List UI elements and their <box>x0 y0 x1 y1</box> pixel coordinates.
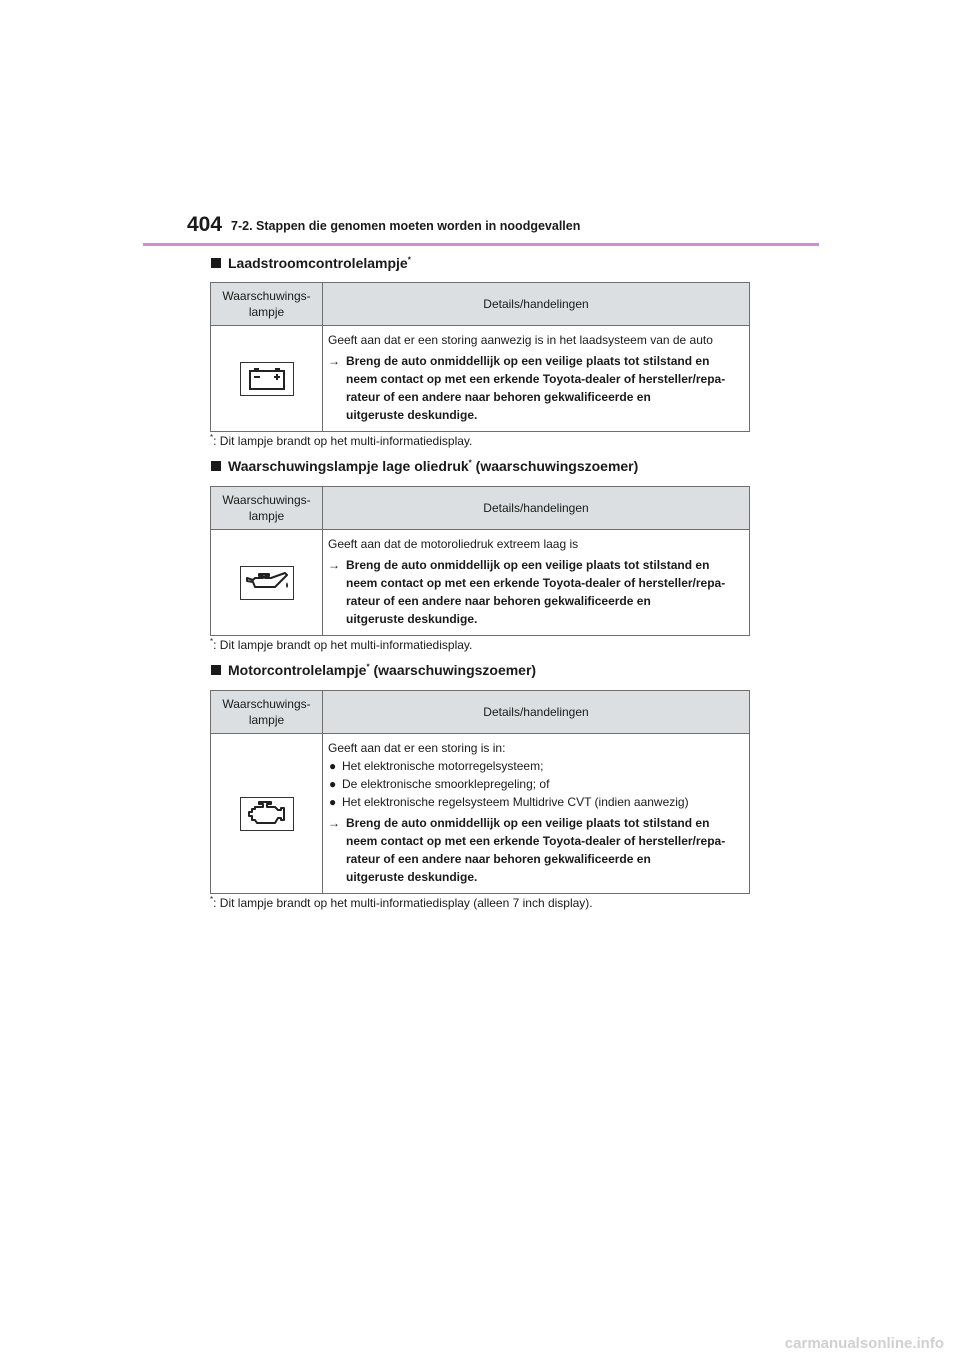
col-header-details: Details/handelingen <box>323 283 750 326</box>
engine-icon <box>240 797 294 831</box>
details-cell <box>323 734 750 894</box>
table-header-row <box>211 283 750 326</box>
square-bullet-icon <box>211 258 221 268</box>
section-title: Motorcontrolelampje* (waarschuwingszoemer) <box>211 662 536 678</box>
col-header-lamp: Waarschuwings- lampje <box>211 691 323 734</box>
details-cell <box>323 326 750 432</box>
footnote: *: Dit lampje brandt op het multi-informatiedisplay (alleen 7 inch display). <box>210 895 593 910</box>
list-item: ● Het elektronische regelsysteem Multidrive CVT (indien aanwezig) <box>329 795 689 809</box>
table-row <box>211 326 750 432</box>
icon-cell <box>211 326 323 432</box>
icon-cell <box>211 734 323 894</box>
section-title: Laadstroomcontrolelampje* <box>211 255 411 271</box>
table-row <box>211 530 750 636</box>
action-text: → Breng de auto onmiddellijk op een veilige plaats tot stilstand en neem contact op met een erkende Toyota-dealer of hersteller/repa- rateur of een andere naar behoren gekwalificeerde en uitgeruste deskundige. <box>328 558 726 626</box>
col-header-lamp: Waarschuwings- lampje <box>211 283 323 326</box>
chapter-title: 7-2. Stappen die genomen moeten worden in noodgevallen <box>231 219 581 233</box>
table-header-row <box>211 691 750 734</box>
col-header-details: Details/handelingen <box>323 487 750 530</box>
warning-table <box>210 486 750 636</box>
battery-icon <box>240 362 294 396</box>
icon-cell <box>211 530 323 636</box>
details-cell <box>323 530 750 636</box>
table-header-row <box>211 487 750 530</box>
warning-table <box>210 282 750 432</box>
description: Geeft aan dat de motoroliedruk extreem laag is <box>328 537 579 551</box>
watermark: carmanualsonline.info <box>784 1335 944 1352</box>
footnote: *: Dit lampje brandt op het multi-informatiedisplay. <box>210 433 473 448</box>
warning-table <box>210 690 750 894</box>
list-item: ● De elektronische smoorklepregeling; of <box>329 777 550 791</box>
col-header-lamp: Waarschuwings- lampje <box>211 487 323 530</box>
footnote: *: Dit lampje brandt op het multi-informatiedisplay. <box>210 637 473 652</box>
table-row <box>211 734 750 894</box>
list-item: ● Het elektronische motorregelsysteem; <box>329 759 544 773</box>
description: Geeft aan dat er een storing aanwezig is in het laadsysteem van de auto <box>328 333 713 347</box>
action-text: → Breng de auto onmiddellijk op een veilige plaats tot stilstand en neem contact op met een erkende Toyota-dealer of hersteller/repa- rateur of een andere naar behoren gekwalificeerde en uitgeruste deskundige. <box>328 816 726 884</box>
action-text: → Breng de auto onmiddellijk op een veilige plaats tot stilstand en neem contact op met een erkende Toyota-dealer of hersteller/repa- rateur of een andere naar behoren gekwalificeerde en uitgeruste deskundige. <box>328 354 726 422</box>
col-header-details: Details/handelingen <box>323 691 750 734</box>
square-bullet-icon <box>211 665 221 675</box>
header-rule <box>143 243 819 246</box>
section-title: Waarschuwingslampje lage oliedruk* (waarschuwingszoemer) <box>211 458 638 474</box>
oil-can-icon <box>240 566 294 600</box>
description: Geeft aan dat er een storing is in: <box>328 741 506 755</box>
page-number: 404 <box>187 213 223 236</box>
square-bullet-icon <box>211 461 221 471</box>
